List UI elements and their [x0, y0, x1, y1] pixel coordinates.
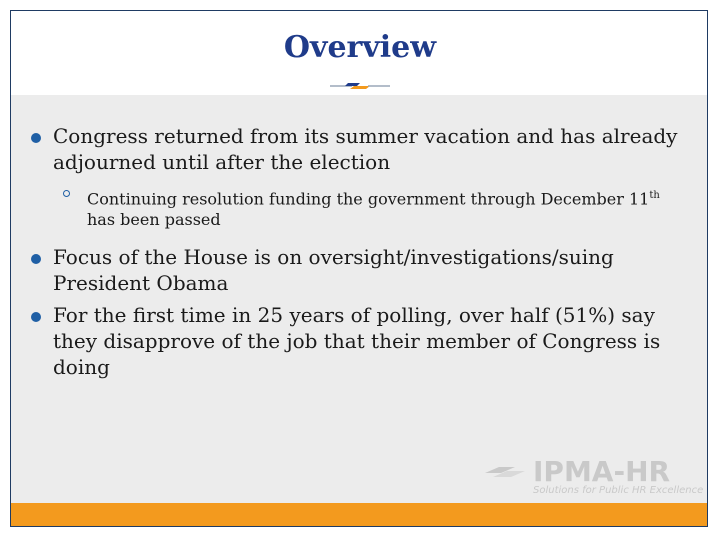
logo-wordmark: IPMA-HR [533, 455, 671, 488]
logo-chevrons-icon [485, 463, 531, 483]
bullet-dot-icon [31, 133, 41, 143]
bullet-text: For the first time in 25 years of polling, over half (51%) say they disapprove of the job that their member of Congress is doing [53, 303, 661, 380]
footer-bar [11, 503, 707, 526]
sub-bullet-ring-icon [63, 190, 70, 197]
bullet-item [29, 123, 689, 175]
sub-bullet-text-end: has been passed [87, 210, 221, 230]
bullet-dot-icon [31, 312, 41, 322]
ipma-hr-logo [485, 455, 710, 503]
bullet-item [29, 302, 689, 380]
content-panel [11, 95, 707, 503]
bullet-text: Focus of the House is on oversight/investigations/suing President Obama [53, 245, 614, 296]
sub-bullet-item [29, 185, 689, 230]
bullet-dot-icon [31, 254, 41, 264]
bullet-list [29, 123, 689, 386]
bullet-text: Congress returned from its summer vacation and has already adjourned until after the election [53, 124, 678, 174]
divider-chevron-top [345, 83, 360, 86]
divider-chevron-bottom [350, 86, 370, 89]
sub-bullet-superscript: th [649, 190, 660, 201]
logo-tagline: Solutions for Public HR Excellence [533, 485, 704, 496]
slide-title: Overview [283, 30, 437, 65]
bullet-item [29, 244, 689, 296]
sub-bullet-text: Continuing resolution funding the government through December 11 [87, 189, 650, 209]
title-divider-ornament [330, 78, 390, 94]
